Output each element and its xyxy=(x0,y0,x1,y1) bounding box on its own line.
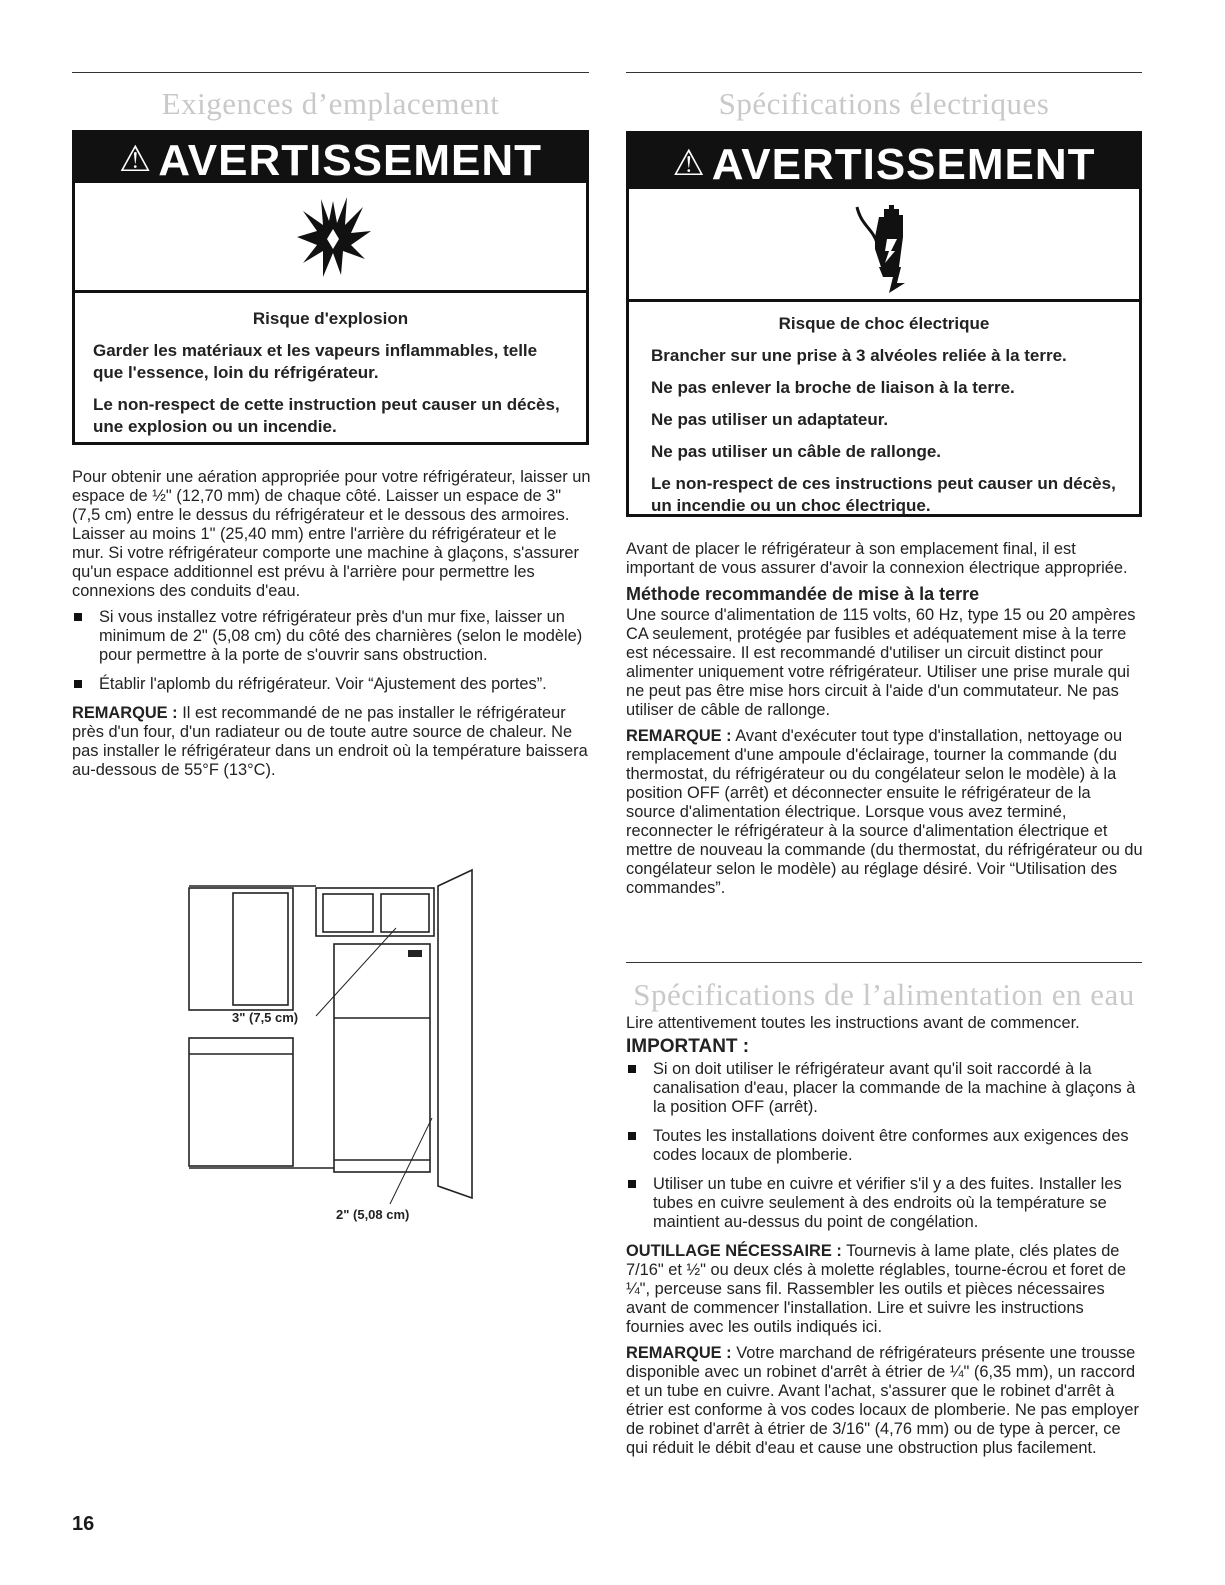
list-item xyxy=(72,675,592,694)
bullet-icon xyxy=(74,680,82,688)
left-body xyxy=(72,468,592,787)
bullet-icon xyxy=(628,1132,636,1140)
water-intro: Lire attentivement toutes les instructions avant de commencer. xyxy=(626,1014,1080,1032)
warning-triangle-icon: ⚠ xyxy=(672,142,706,183)
warning-line: Ne pas utiliser un adaptateur. xyxy=(651,410,889,429)
note-label: REMARQUE : xyxy=(72,704,178,722)
bullet-icon xyxy=(628,1065,636,1073)
clearance-figure xyxy=(186,868,486,1213)
left-section-title: Exigences d’emplacement xyxy=(161,86,500,121)
ground-method-text: Une source d'alimentation de 115 volts, 60 Hz, type 15 ou 20 ampères CA seulement, protégée par fusibles et adéquatement mise à la terre est nécessaire. Il est recommandé d'utiliser un circuit distinct pour alimenter uniquement votre réfrigérateur. Utiliser une prise murale qui ne peut pas être mise hors circuit à l'aide d'un commutateur. Ne pas utiliser de câble de rallonge. xyxy=(626,606,1136,719)
left-note xyxy=(72,704,592,780)
bullet-text: Si on doit utiliser le réfrigérateur avant qu'il soit raccordé à la canalisation d'eau, placer la commande de la machine à glaçons à la position OFF (arrêt). xyxy=(653,1060,1136,1116)
note-text: Avant d'exécuter tout type d'installation, nettoyage ou remplacement d'une ampoule d'éclairage, tourner la commande (du thermostat, du réfrigérateur ou du congélateur selon le modèle) à la position OFF (arrêt) et déconnecter ensuite le réfrigérateur de la source d'alimentation électrique. Lorsque vous avez terminé, reconnecter le réfrigérateur à la source d'alimentation électrique et mettre de nouveau la commande (du thermostat, du réfrigérateur ou du congélateur selon le modèle) au réglage désiré. Voir “Utilisation des commandes”. xyxy=(626,727,1143,897)
bullet-icon xyxy=(628,1180,636,1188)
electric-warning-box xyxy=(626,131,1142,517)
left-top-rule xyxy=(72,72,589,73)
warning-heading: Risque de choc électrique xyxy=(778,314,990,333)
right-body xyxy=(626,540,1143,905)
right-intro: Avant de placer le réfrigérateur à son emplacement final, il est important de vous assurer d'avoir la connexion électrique appropriée. xyxy=(626,540,1128,577)
warning-line: Le non-respect de ces instructions peut causer un décès, un incendie ou un choc électrique. xyxy=(651,474,1116,515)
explosion-icon xyxy=(293,193,373,283)
list-item xyxy=(626,1175,1146,1232)
bullet-icon xyxy=(74,613,82,621)
bullet-text: Utiliser un tube en cuivre et vérifier s'il y a des fuites. Installer les tubes en cuivre seulement à des endroits où la température se maintient au-dessus du point de congélation. xyxy=(653,1175,1122,1231)
warning-banner xyxy=(629,134,1139,189)
list-item xyxy=(626,1060,1146,1117)
warning-line: Brancher sur une prise à 3 alvéoles reliée à la terre. xyxy=(651,346,1067,365)
warning-heading: Risque d'explosion xyxy=(252,309,409,328)
explosion-warning-box xyxy=(72,130,589,445)
tools-label: OUTILLAGE NÉCESSAIRE : xyxy=(626,1242,842,1260)
clearance-label-top: 3" (7,5 cm) xyxy=(232,1010,299,1025)
warning-banner-text: AVERTISSEMENT xyxy=(711,140,1096,189)
water-body xyxy=(626,1014,1146,1465)
list-item xyxy=(72,608,592,665)
clearance-label-bottom: 2" (5,08 cm) xyxy=(336,1207,410,1222)
warning-banner-text: AVERTISSEMENT xyxy=(158,136,543,185)
warning-line: Le non-respect de cette instruction peut causer un décès, une explosion ou un incendie. xyxy=(93,395,560,436)
warning-text-block xyxy=(629,313,1139,527)
page-number: 16 xyxy=(72,1513,95,1535)
warning-text-block xyxy=(75,308,586,448)
right-top-rule xyxy=(626,72,1142,73)
warning-picture-area xyxy=(629,189,1139,302)
right-section-title: Spécifications électriques xyxy=(718,86,1050,121)
tools-paragraph xyxy=(626,1242,1146,1337)
water-section-rule xyxy=(626,962,1142,963)
left-intro: Pour obtenir une aération appropriée pour votre réfrigérateur, laisser un espace de ½" (12,70 mm) de chaque côté. Laisser un espace de 3" (7,5 cm) entre le dessus du réfrigérateur et le dessous des armoires. Laisser au moins 1" (25,40 mm) entre l'arrière du réfrigérateur et le mur. Si votre réfrigérateur comporte une machine à glaçons, s'assurer qu'un espace additionnel est prévu à l'arrière pour permettre les connexions des conduits d'eau. xyxy=(72,468,591,600)
bullet-text: Si vous installez votre réfrigérateur près d'un mur fixe, laisser un minimum de 2" (5,08 cm) du côté des charnières (selon le modèle) pour permettre à la porte de s'ouvrir sans obstruction. xyxy=(99,608,583,664)
bullet-text: Toutes les installations doivent être conformes aux exigences des codes locaux de plomberie. xyxy=(653,1127,1129,1164)
warning-line: Garder les matériaux et les vapeurs inflammables, telle que l'essence, loin du réfrigérateur. xyxy=(93,341,538,382)
bullet-text: Établir l'aplomb du réfrigérateur. Voir “Ajustement des portes”. xyxy=(99,675,547,693)
warning-line: Ne pas utiliser un câble de rallonge. xyxy=(651,442,942,461)
warning-line: Ne pas enlever la broche de liaison à la terre. xyxy=(651,378,1015,397)
warning-picture-area xyxy=(75,183,586,293)
water-section-title: Spécifications de l’alimentation en eau xyxy=(633,977,1135,1012)
electric-shock-icon xyxy=(851,197,921,297)
list-item xyxy=(626,1127,1146,1165)
note-label: REMARQUE : xyxy=(626,1344,732,1362)
warning-banner xyxy=(75,133,586,183)
warning-triangle-icon: ⚠ xyxy=(118,138,153,179)
note-text: Votre marchand de réfrigérateurs présente une trousse disponible avec un robinet d'arrêt à étrier de ¼" (6,35 mm), un raccord et un tube en cuivre. Avant l'achat, s'assurer que le robinet d'arrêt à étrier est conforme à vos codes locaux de plomberie. Ne pas employer de robinet d'arrêt à étrier de 3/16" (4,76 mm) ou de type à percer, ce qui réduit le débit d'eau et cause une obstruction plus facilement. xyxy=(626,1344,1139,1457)
tools-text: Tournevis à lame plate, clés plates de 7/16" et ½" ou deux clés à molette réglables, tourne-écrou et foret de ¼", perceuse sans fil. Rassembler les outils et pièces nécessaires avant de commencer l'installation. Lire et suivre les instructions fournies avec les outils indiqués ici. xyxy=(626,1242,1127,1336)
right-note xyxy=(626,727,1143,898)
note-label: REMARQUE : xyxy=(626,727,732,745)
important-label: IMPORTANT : xyxy=(626,1036,750,1057)
water-note xyxy=(626,1344,1146,1458)
ground-method-title: Méthode recommandée de mise à la terre xyxy=(626,584,980,604)
note-text: Il est recommandé de ne pas installer le réfrigérateur près d'un four, d'un radiateur ou de toute autre source de chaleur. Ne pas installer le réfrigérateur dans un endroit où la température baissera au-dessous de 55°F (13°C). xyxy=(72,704,588,779)
